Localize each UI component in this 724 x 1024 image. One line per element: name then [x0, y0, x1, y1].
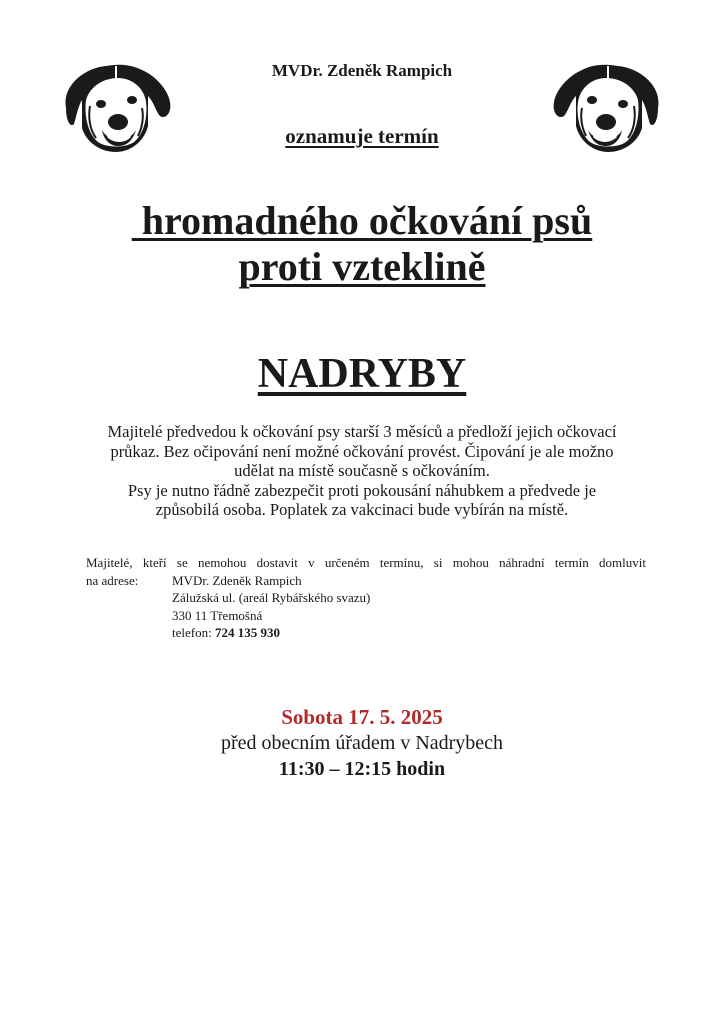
event-location: před obecním úřadem v Nadrybech	[220, 732, 504, 754]
author-name: MVDr. Zdeněk Rampich	[271, 61, 453, 80]
phone-label: telefon:	[172, 625, 215, 640]
instructions-paragraph	[0, 422, 724, 520]
main-headline	[0, 198, 724, 290]
headline-line-1: hromadného očkování psů	[131, 198, 593, 243]
instructions-line: Psy je nutno řádně zabezpečit proti pokousání náhubkem a předvede je	[127, 480, 597, 500]
event-time: 11:30 – 12:15 hodin	[278, 758, 446, 780]
alternative-appointment-section	[86, 554, 646, 642]
address-street: Zálužská ul. (areál Rybářského svazu)	[172, 590, 371, 605]
address-name: MVDr. Zdeněk Rampich	[172, 572, 302, 588]
instructions-line: udělat na místě současně s očkováním.	[234, 461, 490, 480]
announcement-heading: oznamuje termín	[285, 124, 439, 148]
phone-number: 724 135 930	[214, 625, 280, 640]
instructions-line: způsobilá osoba. Poplatek za vakcinaci bude vybírán na místě.	[155, 500, 569, 519]
alternative-intro: Majitelé, kteří se nemohou dostavit v určeném termínu, si mohou náhradní termín domluvit	[86, 555, 646, 570]
address-city: 330 11 Třemošná	[172, 607, 263, 623]
event-details	[0, 704, 724, 782]
instructions-line: Majitelé předvedou k očkování psy starší 3 měsíců a předloží jejich očkovací	[107, 422, 617, 441]
event-date: Sobota 17. 5. 2025	[281, 705, 443, 729]
address-label: na adrese:	[86, 572, 139, 588]
phone-line	[172, 624, 280, 642]
location-title: NADRYBY	[257, 351, 467, 397]
instructions-line: průkaz. Bez očipování není možné očkování provést. Čipování je ale možno	[110, 441, 614, 461]
headline-line-2: proti vzteklině	[238, 244, 486, 289]
